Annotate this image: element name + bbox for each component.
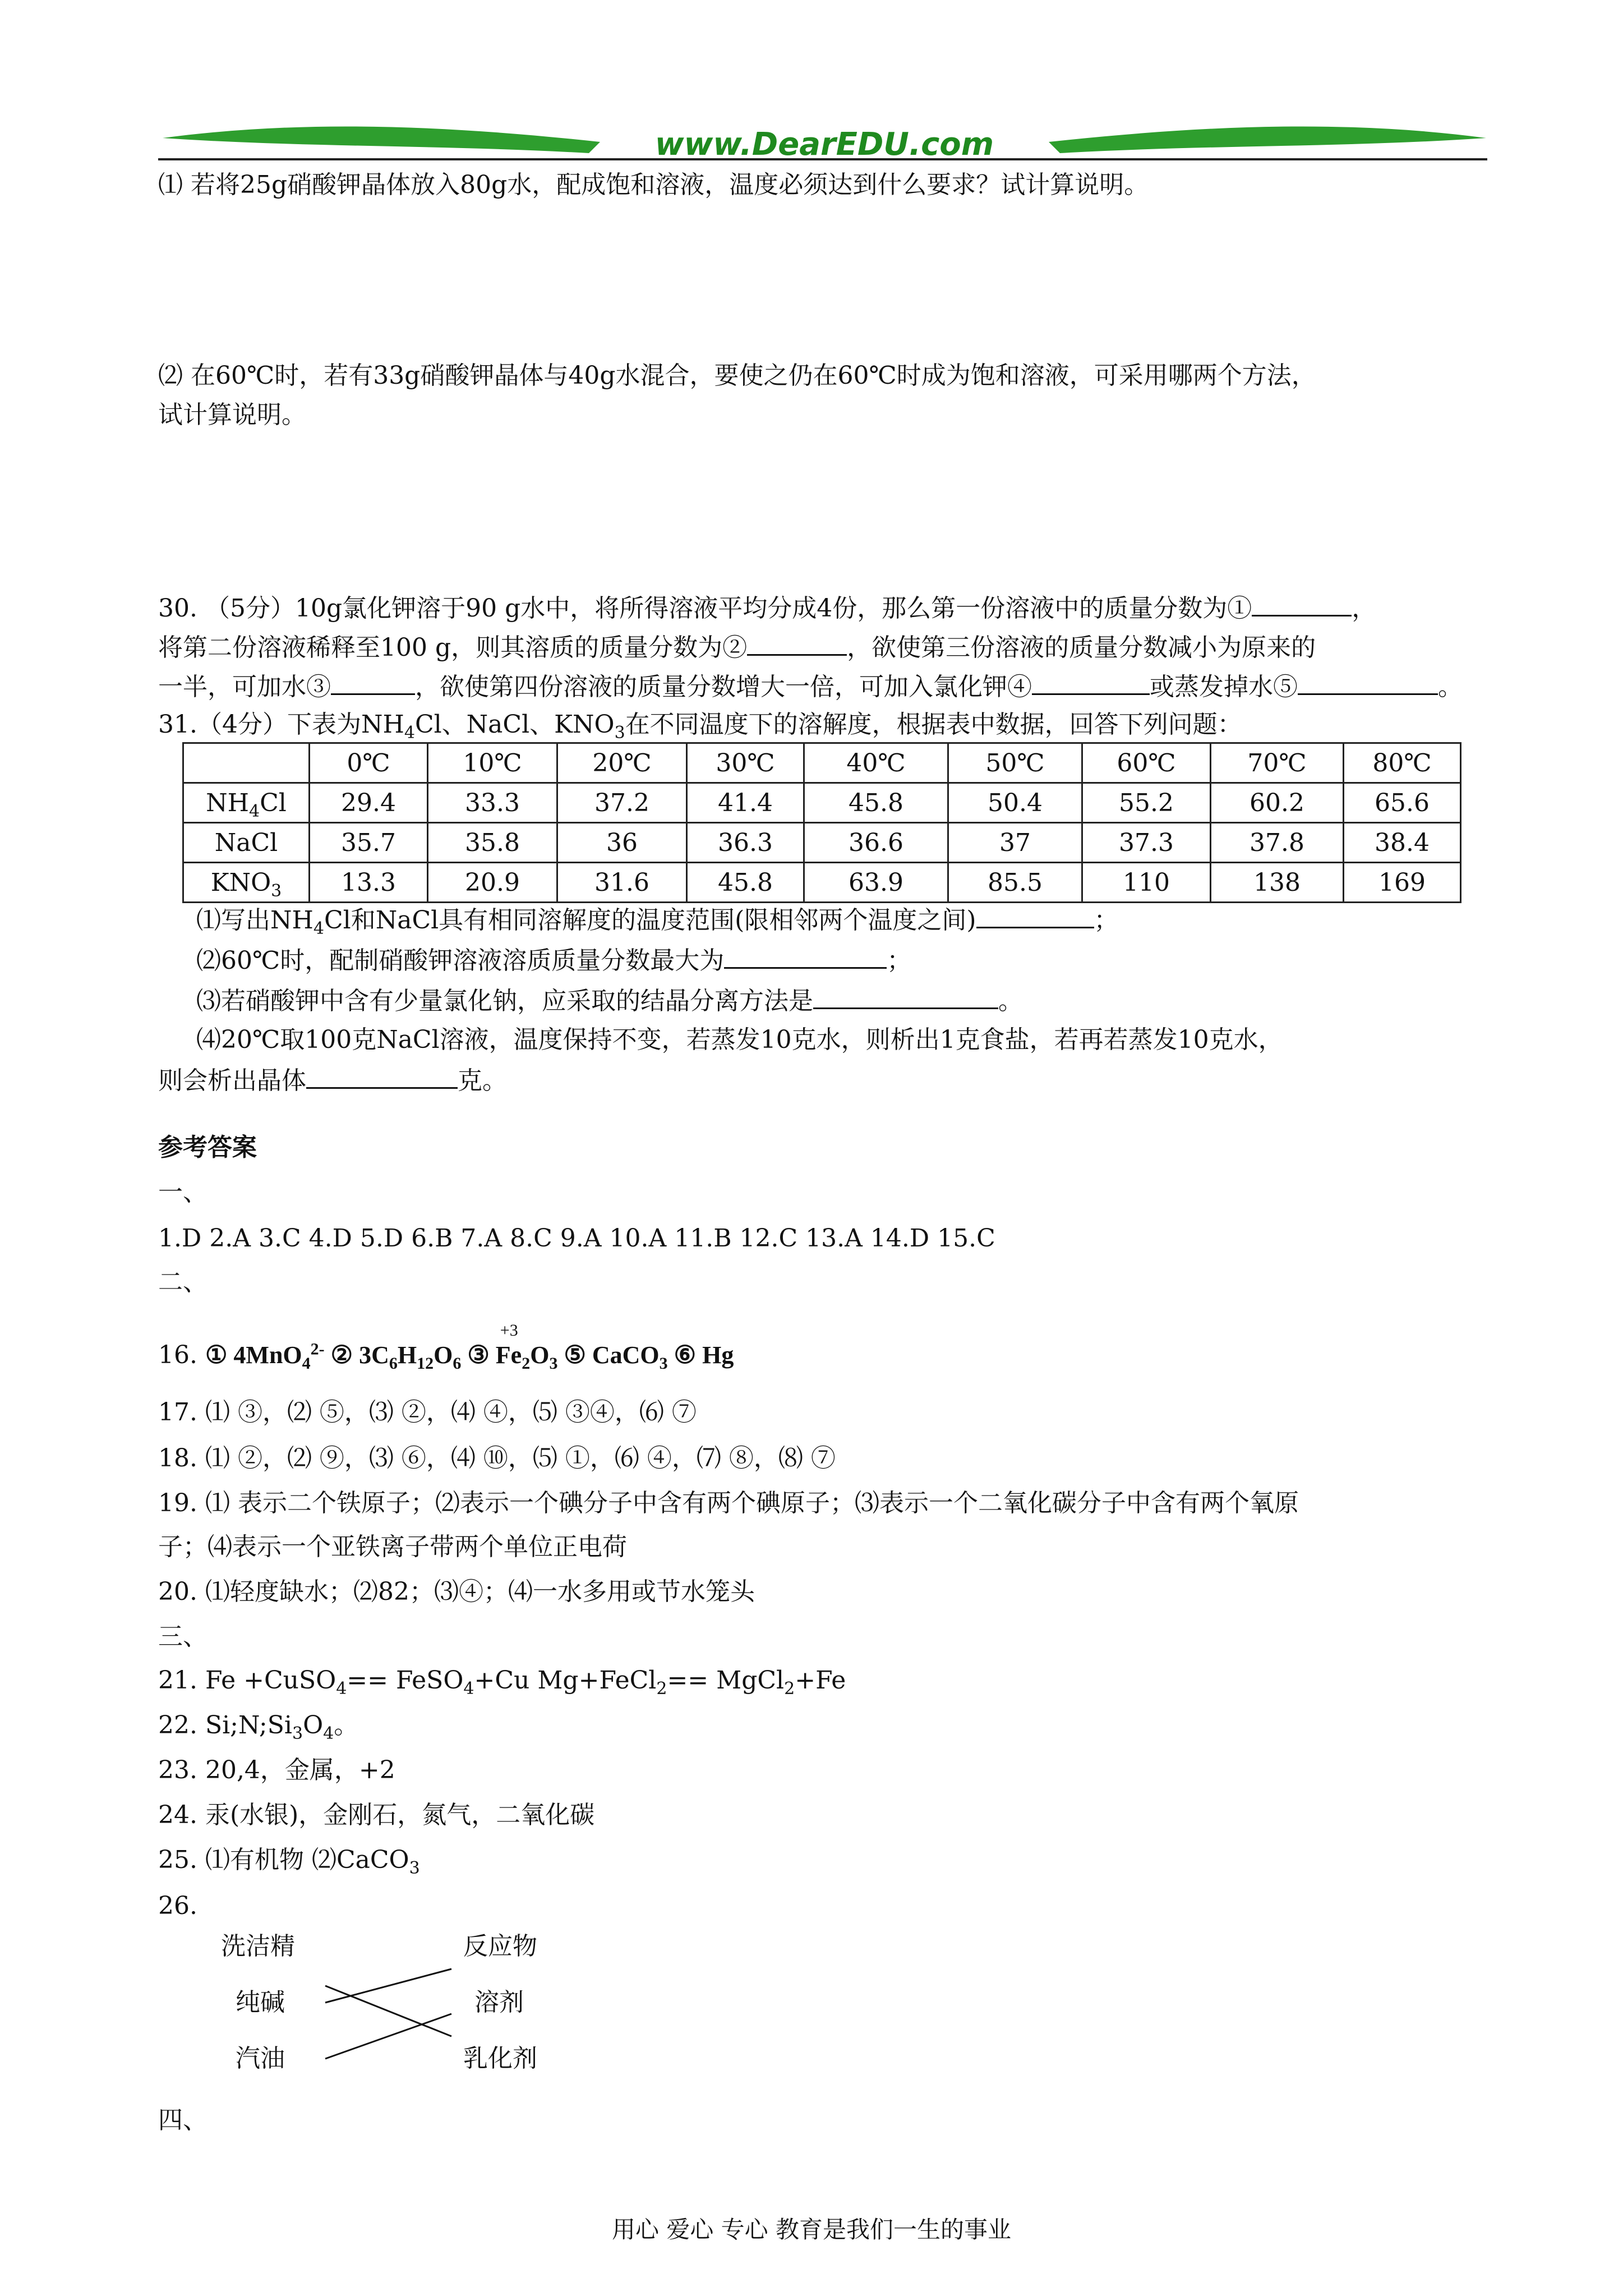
deareducom-logo xyxy=(163,122,1486,167)
table-header-cell: 30℃ xyxy=(687,743,804,783)
table-cell: 36.3 xyxy=(687,823,804,863)
table-cell: 36.6 xyxy=(804,823,948,863)
answer-18: 18. ⑴ ②，⑵ ⑨，⑶ ⑥，⑷ ⑩，⑸ ①，⑹ ④，⑺ ⑧，⑻ ⑦ xyxy=(158,1444,836,1473)
logo-text: www.DearEDU.com xyxy=(654,126,994,163)
section-2-label: 二、 xyxy=(158,1268,208,1296)
section-4-label: 四、 xyxy=(158,2106,208,2134)
table-header-cell: 60℃ xyxy=(1082,743,1211,783)
q31-sub4-line2: 则会析出晶体 克。 xyxy=(158,1062,507,1098)
right-item-reactant: 反应物 xyxy=(463,1932,537,1961)
table-header-cell: 20℃ xyxy=(557,743,687,783)
table-cell: 35.7 xyxy=(310,823,428,863)
q30-line2: 将第二份溶液稀释至100 g，则其溶质的质量分数为② ，欲使第三份溶液的质量分数减小为原来的 xyxy=(158,629,1316,665)
table-row xyxy=(183,863,1461,903)
q31-intro: 31.（4分）下表为$NH_4Cl$、NaCl、$KNO_3$在不同温度下的溶解度，根据表中数据，回答下列问题： xyxy=(158,710,1242,743)
answer-22: 22. $Si;N;Si_3O_4$。 xyxy=(158,1711,359,1743)
section-3-label: 三、 xyxy=(158,1622,208,1651)
table-cell: 41.4 xyxy=(687,783,804,823)
table-cell: 138 xyxy=(1211,863,1344,903)
answer-16: 16. ① 4MnO$_4^{2-}$ ② $3C_6H_{12}O_6$ ③ +3 $Fe_2O_3$ ⑤ CaCO$_3$ ⑥ Hg xyxy=(158,1321,734,1373)
q31-sub3: ⑶若硝酸钾中含有少量氯化钠，应采取的结晶分离方法是 。 xyxy=(196,983,1023,1018)
answer-25: 25. ⑴有机物 ⑵CaCO$_3$ xyxy=(158,1846,420,1878)
table-cell: 45.8 xyxy=(804,783,948,823)
row-label-kno3: $KNO_3$ xyxy=(183,863,310,903)
answer-21: 21. Fe +CuSO$_4$== FeSO$_4$+Cu Mg+FeCl$_2$== MgCl$_2$+Fe xyxy=(158,1666,846,1699)
table-header-cell: 70℃ xyxy=(1211,743,1344,783)
row-label-nacl: NaCl xyxy=(183,823,310,863)
q29-part2-line2: 试计算说明。 xyxy=(158,401,306,429)
left-item-soda: 纯碱 xyxy=(236,1988,285,2017)
answer-20: 20. ⑴轻度缺水；⑵82；⑶④；⑷一水多用或节水笼头 xyxy=(158,1577,755,1606)
table-cell: 38.4 xyxy=(1344,823,1461,863)
q29-part1: ⑴ 若将25g硝酸钾晶体放入80g水，配成饱和溶液，温度必须达到什么要求？试计算说明。 xyxy=(158,171,1149,199)
table-cell: 37 xyxy=(948,823,1082,863)
answer-19-line1: 19. ⑴ 表示二个铁原子；⑵表示一个碘分子中含有两个碘原子；⑶表示一个二氧化碳分子中含有两个氧原 xyxy=(158,1489,1299,1517)
matching-lines xyxy=(213,1930,572,2092)
table-row xyxy=(183,823,1461,863)
q31-sub1: ⑴写出$NH_4Cl$和NaCl具有相同溶解度的温度范围(限相邻两个温度之间) ； xyxy=(196,902,1119,937)
table-cell: 36 xyxy=(557,823,687,863)
answer-19-line2: 子；⑷表示一个亚铁离子带两个单位正电荷 xyxy=(158,1533,627,1561)
table-cell: 169 xyxy=(1344,863,1461,903)
q30-blank-1[interactable] xyxy=(1252,590,1352,616)
solubility-table xyxy=(182,742,1461,903)
q30-blank-5[interactable] xyxy=(1298,669,1438,695)
table-header-cell: 10℃ xyxy=(428,743,557,783)
q30-blank-2[interactable] xyxy=(747,629,847,656)
q31-sub4-line1: ⑷20℃取100克NaCl溶液，温度保持不变，若蒸发10克水，则析出1克食盐，若再若蒸发10克水， xyxy=(196,1025,1283,1054)
table-cell: 85.5 xyxy=(948,863,1082,903)
table-header-cell: 40℃ xyxy=(804,743,948,783)
left-item-gasoline: 汽油 xyxy=(236,2044,285,2073)
table-cell: 35.8 xyxy=(428,823,557,863)
table-cell: 37.2 xyxy=(557,783,687,823)
row-label-nh4cl: $NH_4Cl$ xyxy=(183,783,310,823)
table-cell: 60.2 xyxy=(1211,783,1344,823)
q30-blank-3[interactable] xyxy=(331,669,415,695)
q31-blank-4[interactable] xyxy=(306,1062,458,1089)
q29-part2-line1: ⑵ 在60℃时，若有33g硝酸钾晶体与40g水混合，要使之仍在60℃时成为饱和溶液，可采用哪两个方法， xyxy=(158,361,1316,390)
table-cell: 50.4 xyxy=(948,783,1082,823)
answer-24: 24. 汞(水银)，金刚石，氮气，二氧化碳 xyxy=(158,1801,595,1829)
q31-blank-3[interactable] xyxy=(813,983,998,1009)
match-line-detergent-emulsifier xyxy=(325,1986,451,2036)
answer-17: 17. ⑴ ③，⑵ ⑤，⑶ ②，⑷ ④，⑸ ③④，⑹ ⑦ xyxy=(158,1398,697,1427)
table-cell: 45.8 xyxy=(687,863,804,903)
answer-26: 26. xyxy=(158,1892,197,1920)
table-cell: 33.3 xyxy=(428,783,557,823)
table-header-cell: 50℃ xyxy=(948,743,1082,783)
table-cell: 20.9 xyxy=(428,863,557,903)
q31-blank-1[interactable] xyxy=(976,902,1094,928)
table-cell: 55.2 xyxy=(1082,783,1211,823)
table-cell: 29.4 xyxy=(310,783,428,823)
table-cell: 37.8 xyxy=(1211,823,1344,863)
table-cell: 37.3 xyxy=(1082,823,1211,863)
table-header-cell: 80℃ xyxy=(1344,743,1461,783)
right-item-solvent: 溶剂 xyxy=(474,1988,524,2017)
q30-line3: 一半，可加水③ ，欲使第四份溶液的质量分数增大一倍，可加入氯化钾④ 或蒸发掉水⑤ 。 xyxy=(158,669,1463,704)
table-cell: 110 xyxy=(1082,863,1211,903)
q31-sub2: ⑵60℃时，配制硝酸钾溶液溶质质量分数最大为 ； xyxy=(196,942,911,978)
answer-23: 23. 20,4，金属，+2 xyxy=(158,1756,395,1784)
right-item-emulsifier: 乳化剂 xyxy=(463,2044,537,2073)
table-cell: 65.6 xyxy=(1344,783,1461,823)
mc-answers: 1.D 2.A 3.C 4.D 5.D 6.B 7.A 8.C 9.A 10.A 11.B 12.C 13.A 14.D 15.C xyxy=(158,1224,995,1253)
q31-blank-2[interactable] xyxy=(724,942,887,969)
table-header-row xyxy=(183,743,1461,783)
section-1-label: 一、 xyxy=(158,1178,208,1207)
matching-diagram xyxy=(213,1930,572,2092)
q30-line1: 30. （5分）10g氯化钾溶于90 g水中，将所得溶液平均分成4份，那么第一份溶液中的质量分数为① ， xyxy=(158,590,1376,625)
left-item-detergent: 洗洁精 xyxy=(221,1932,295,1961)
page-footer: 用心 爱心 专心 教育是我们一生的事业 xyxy=(611,2216,1012,2243)
table-cell: 63.9 xyxy=(804,863,948,903)
match-line-soda-reactant xyxy=(325,1969,451,2003)
q30-blank-4[interactable] xyxy=(1032,669,1150,695)
table-cell: 13.3 xyxy=(310,863,428,903)
table-header-cell xyxy=(183,743,310,783)
table-header-cell: 0℃ xyxy=(310,743,428,783)
match-line-gasoline-solvent xyxy=(325,2014,451,2059)
answers-title: 参考答案 xyxy=(158,1133,257,1162)
header-rule xyxy=(158,158,1487,160)
table-cell: 31.6 xyxy=(557,863,687,903)
table-row xyxy=(183,783,1461,823)
